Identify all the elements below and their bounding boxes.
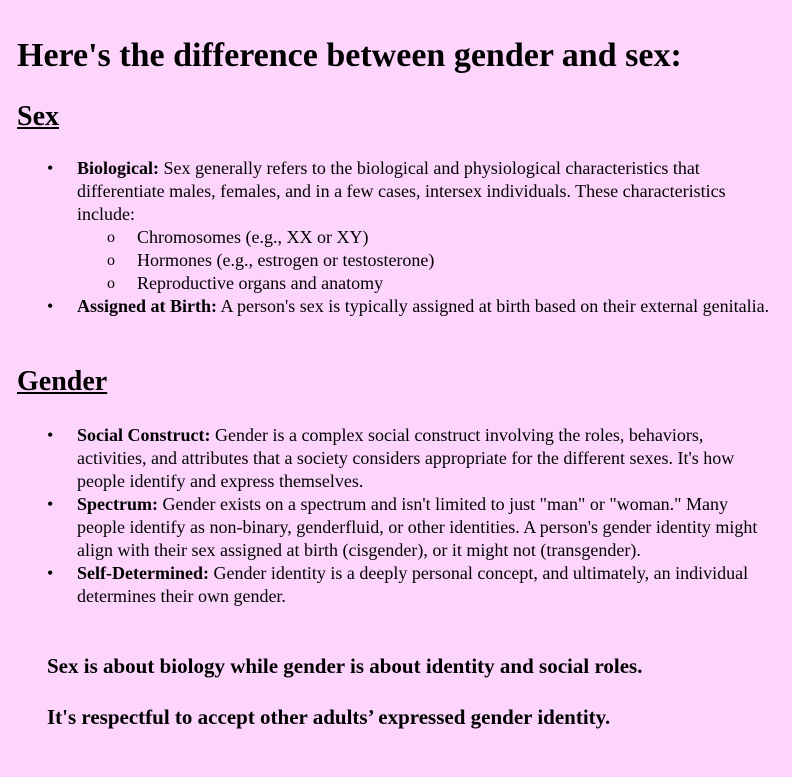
list-item-assigned-at-birth (47, 295, 777, 318)
item-label: Spectrum: (77, 494, 158, 514)
sub-list-item: o Reproductive organs and anatomy (77, 272, 777, 295)
item-label: Self-Determined: (77, 563, 209, 583)
list-item-biological (47, 157, 777, 295)
list-item-self-determined (47, 562, 777, 608)
item-label: Biological: (77, 158, 159, 178)
page-title: Here's the difference between gender and sex: (17, 37, 682, 74)
sub-list-item: o Chromosomes (e.g., XX or XY) (77, 226, 777, 249)
sex-list (47, 157, 777, 318)
list-item-spectrum (47, 493, 777, 562)
sub-list-item: o Hormones (e.g., estrogen or testosterone) (77, 249, 777, 272)
item-text: Gender is a complex social construct involving the roles, behaviors, activities, and attributes that a society considers appropriate for the different sexes. It's how people identify and express themselves. (77, 425, 735, 491)
respect-statement: It's respectful to accept other adults’ expressed gender identity. (47, 705, 611, 729)
list-item-social-construct (47, 424, 777, 493)
item-label: Assigned at Birth: (77, 296, 218, 316)
item-text: A person's sex is typically assigned at birth based on their external genitalia. (217, 296, 770, 316)
item-label: Social Construct: (77, 425, 211, 445)
section-heading-gender: Gender (17, 366, 108, 397)
item-text: Gender identity is a deeply personal concept, and ultimately, an individual determines their own gender. (77, 563, 749, 606)
gender-list (47, 424, 777, 608)
conclusion-statement: Sex is about biology while gender is about identity and social roles. (47, 654, 643, 678)
item-text: Gender exists on a spectrum and isn't limited to just "man" or "woman." Many people identify as non-binary, genderfluid, or other identities. A person's gender identity might align with their sex assigned at birth (cisgender), or it might not (transgender). (77, 494, 758, 560)
section-heading-sex: Sex (17, 101, 59, 132)
sub-list (77, 226, 777, 295)
item-text: Sex generally refers to the biological and physiological characteristics that differentiate males, females, and in a few cases, intersex individuals. These characteristics include: (77, 158, 726, 224)
